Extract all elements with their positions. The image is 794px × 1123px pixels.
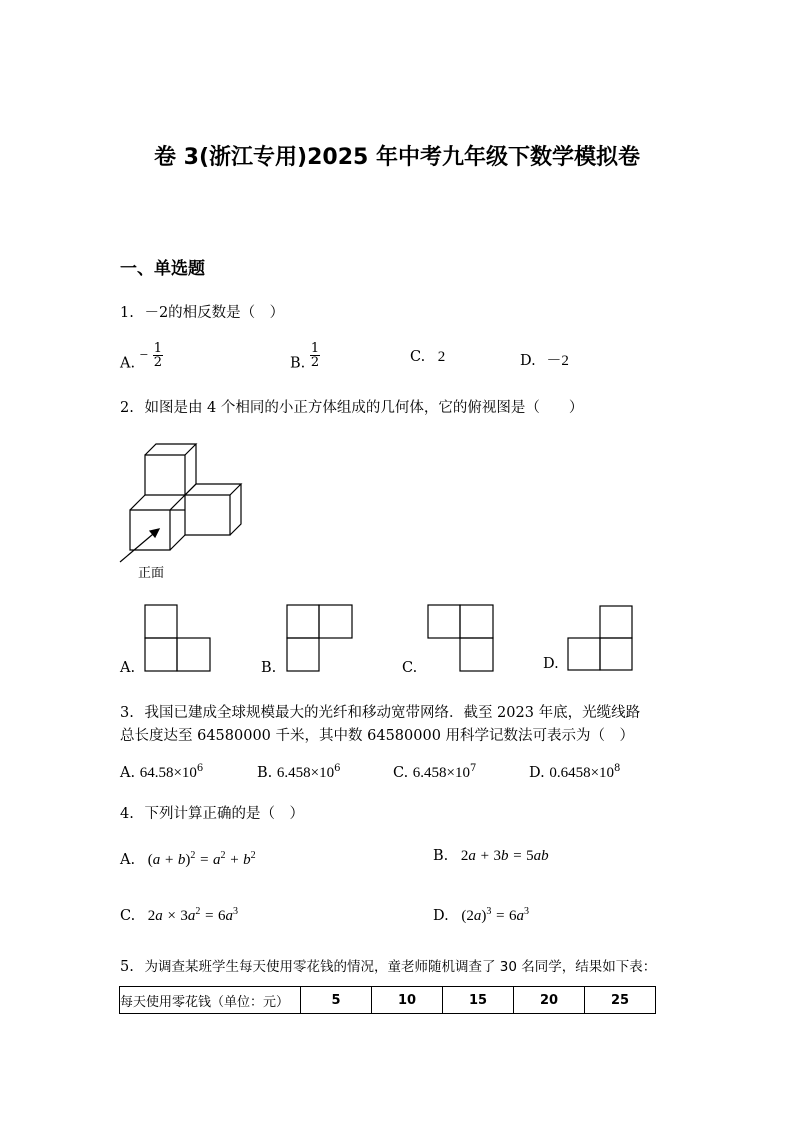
mantissa: 0.6458 (549, 764, 591, 781)
question-number: 5. (120, 959, 134, 975)
option-value: 2 (437, 349, 446, 365)
question-number: 3. (120, 705, 134, 721)
expression: $2a \times 3a^2 = 6a^3$ (147, 906, 239, 924)
option-value: －2 (546, 353, 569, 369)
q2-option-a-figure (144, 604, 214, 674)
question-5 (120, 955, 656, 975)
q4-option-a[interactable] (120, 850, 256, 869)
option-label: C. (393, 764, 409, 781)
question-3 (120, 701, 640, 722)
q2-option-b-figure (286, 604, 356, 674)
option-label: B. (433, 848, 449, 864)
question-3-line-2: 总长度达至 64580000 千米，其中数 64580000 用科学记数法可表示为（ ） (120, 728, 635, 744)
option-label: D. (529, 764, 545, 781)
exponent: 8 (614, 763, 621, 774)
exponent: 6 (334, 763, 341, 774)
table-cell: 5 (301, 987, 372, 1014)
expression: $(2a)^3 = 6a^3$ (461, 906, 529, 924)
question-4 (120, 802, 304, 823)
q3-option-d[interactable]: D. $0.6458\times 10^8$ (529, 763, 621, 781)
figure-label: 正面 (138, 566, 165, 581)
question-number: 1. (120, 305, 134, 321)
q2-option-d-figure (567, 605, 637, 675)
q2-option-b-label[interactable]: B. (261, 660, 277, 676)
option-label: D. (433, 908, 449, 924)
option-label: A. (120, 355, 136, 372)
mantissa: 64.58 (139, 764, 174, 781)
q3-option-b[interactable]: B. $6.458\times 10^6$ (257, 763, 341, 781)
minus-sign: − (139, 347, 149, 364)
pocket-money-table (119, 986, 656, 1014)
q1-option-b[interactable] (290, 342, 320, 372)
option-label: B. (257, 764, 273, 781)
page-title: 卷 3(浙江专用)2025 年中考九年级下数学模拟卷 (154, 145, 640, 170)
exponent: 6 (196, 763, 204, 774)
q4-option-b[interactable] (433, 848, 549, 865)
option-label: C. (120, 908, 136, 924)
question-number: 2. (120, 400, 134, 416)
question-text-line-1: 我国已建成全球规模最大的光纤和移动宽带网络．截至 2023 年底，光缆线路 (144, 705, 641, 721)
section-heading: 一、单选题 (120, 259, 205, 279)
question-text: 如图是由 4 个相同的小正方体组成的几何体，它的俯视图是（ ） (144, 400, 584, 416)
q2-option-c-figure (427, 604, 497, 674)
question-text: －2的相反数是（ ） (144, 305, 285, 321)
table-cell: 20 (514, 987, 585, 1014)
fraction: $\frac{1}{2}$ (310, 341, 320, 370)
q2-option-a-label[interactable]: A. (120, 660, 136, 676)
option-label: A. (120, 852, 136, 868)
mantissa: 6.458 (412, 764, 447, 781)
q2-option-c-label[interactable]: C. (402, 660, 418, 676)
option-label: B. (290, 355, 306, 372)
expression: $(a + b)^2 = a^2 + b^2$ (147, 850, 256, 868)
q2-option-d-label[interactable]: D. (543, 656, 559, 672)
exponent: 7 (470, 763, 477, 774)
q4-option-c[interactable] (120, 906, 238, 925)
table-cell: 10 (372, 987, 443, 1014)
question-text: 为调查某班学生每天使用零花钱的情况，童老师随机调查了 30 名同学，结果如下表： (144, 959, 657, 975)
option-label: A. (120, 764, 136, 781)
q1-option-d[interactable] (520, 349, 569, 370)
question-number: 4. (120, 806, 134, 822)
q4-option-d[interactable] (433, 906, 529, 925)
mantissa: 6.458 (276, 764, 311, 781)
option-label: C. (410, 349, 426, 365)
question-1 (120, 301, 284, 322)
table-cell: 25 (585, 987, 656, 1014)
q3-option-c[interactable]: C. $6.458\times 10^7$ (393, 763, 477, 781)
q3-option-a[interactable]: A. $64.58\times 10^6$ (120, 763, 204, 781)
question-text: 下列计算正确的是（ ） (144, 806, 304, 822)
option-label: D. (520, 353, 536, 369)
q1-option-a[interactable] (120, 342, 163, 372)
question-2 (120, 396, 583, 417)
table-cell: 15 (443, 987, 514, 1014)
q1-option-c[interactable] (410, 349, 445, 366)
table-row (120, 987, 656, 1014)
expression: 2a + 3b = 5ab (460, 848, 549, 864)
fraction: $\frac{1}{2}$ (153, 341, 163, 370)
cube-figure (115, 440, 255, 565)
table-header-cell: 每天使用零花钱（单位：元） (120, 987, 301, 1014)
